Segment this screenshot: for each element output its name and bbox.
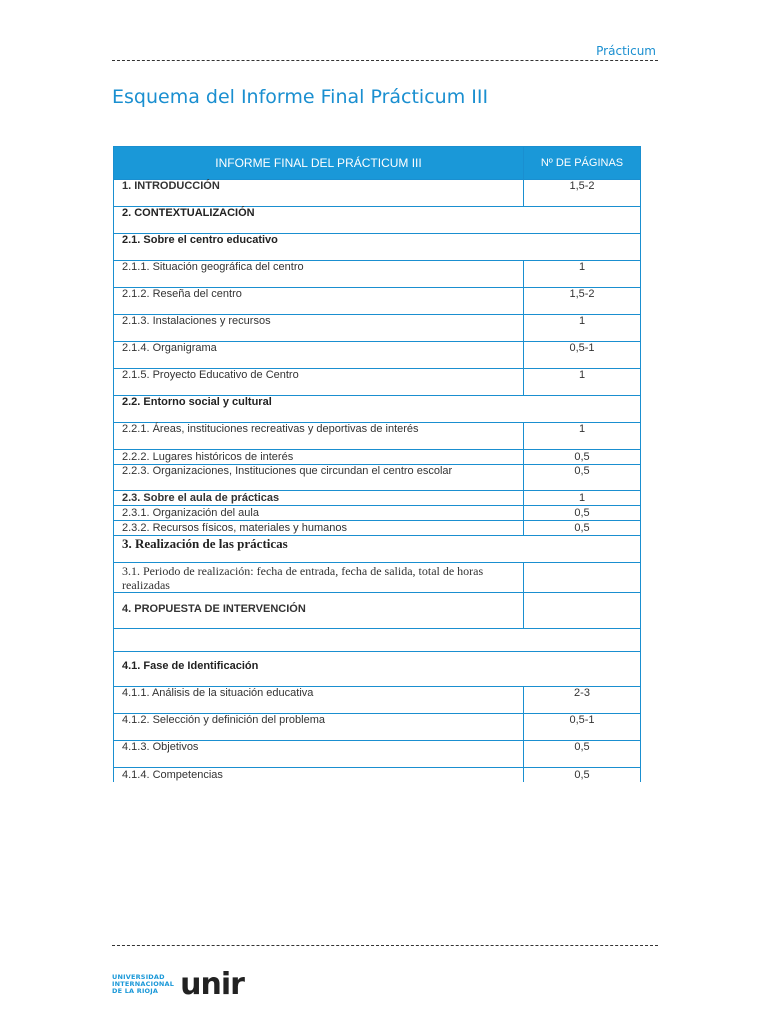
logo-line-1: UNIVERSIDAD: [112, 972, 165, 981]
column-header-section: INFORME FINAL DEL PRÁCTICUM III: [114, 147, 524, 180]
row-label: 4.1.2. Selección y definición del problema: [114, 714, 524, 741]
row-pages: 0,5: [524, 741, 641, 768]
row-pages: 0,5: [524, 450, 641, 465]
row-label: 2.3.1. Organización del aula: [114, 506, 524, 521]
row-label: 4.1.4. Competencias: [114, 768, 524, 783]
row-label: 1. INTRODUCCIÓN: [114, 180, 524, 207]
table-row: [114, 288, 641, 315]
table-row: [114, 465, 641, 491]
table-row: [114, 563, 641, 593]
row-label: 2.1.2. Reseña del centro: [114, 288, 524, 315]
logo-university-text: [112, 974, 174, 995]
table-row: [114, 536, 641, 563]
table-row: [114, 180, 641, 207]
table-row: [114, 768, 641, 783]
header-divider: [112, 60, 658, 61]
table-row: [114, 491, 641, 506]
row-label: 4.1.1. Análisis de la situación educativa: [114, 687, 524, 714]
row-pages: 0,5: [524, 506, 641, 521]
table-row: [114, 207, 641, 234]
column-header-pages: Nº DE PÁGINAS: [524, 147, 641, 180]
logo-line-2: INTERNACIONAL: [112, 979, 175, 988]
row-label: 2.3.2. Recursos físicos, materiales y humanos: [114, 521, 524, 536]
row-label: 2.1.5. Proyecto Educativo de Centro: [114, 369, 524, 396]
row-label: 2.1.1. Situación geográfica del centro: [114, 261, 524, 288]
table-row: [114, 593, 641, 629]
header-label: Prácticum: [596, 44, 656, 58]
table-row: [114, 629, 641, 652]
table-row: [114, 423, 641, 450]
table-row: [114, 261, 641, 288]
row-pages: 1: [524, 491, 641, 506]
row-pages: 2-3: [524, 687, 641, 714]
row-pages: 1: [524, 369, 641, 396]
row-label: 4.1. Fase de Identificación: [114, 652, 641, 687]
table-row: [114, 315, 641, 342]
row-label: 2.2.2. Lugares históricos de interés: [114, 450, 524, 465]
row-pages: 0,5: [524, 465, 641, 491]
logo-line-3: DE LA RIOJA: [112, 986, 159, 995]
row-label: 2.2.3. Organizaciones, Instituciones que circundan el centro escolar: [114, 465, 524, 491]
unir-logo: [112, 968, 244, 1000]
table-header-row: [114, 147, 641, 180]
row-label: 2.1. Sobre el centro educativo: [114, 234, 641, 261]
logo-wordmark: unir: [180, 966, 244, 1002]
row-label: 2.3. Sobre el aula de prácticas: [114, 491, 524, 506]
table-row: [114, 234, 641, 261]
row-label: 2.2.1. Áreas, instituciones recreativas y deportivas de interés: [114, 423, 524, 450]
row-pages: 1: [524, 261, 641, 288]
row-label: 2.2. Entorno social y cultural: [114, 396, 641, 423]
table-row: [114, 506, 641, 521]
row-pages: 1,5-2: [524, 180, 641, 207]
table-row: [114, 396, 641, 423]
table-row: [114, 687, 641, 714]
table-row: [114, 342, 641, 369]
row-label: 2. CONTEXTUALIZACIÓN: [114, 207, 641, 234]
row-pages: 0,5: [524, 768, 641, 783]
table-row: [114, 741, 641, 768]
row-pages: [524, 593, 641, 629]
row-label: 3.1. Periodo de realización: fecha de entrada, fecha de salida, total de horas realizadas: [114, 563, 524, 593]
row-pages: 0,5-1: [524, 342, 641, 369]
row-label: 2.1.3. Instalaciones y recursos: [114, 315, 524, 342]
table-row: [114, 450, 641, 465]
footer-divider: [112, 945, 658, 946]
row-label: 2.1.4. Organigrama: [114, 342, 524, 369]
page-title: Esquema del Informe Final Prácticum III: [112, 86, 489, 108]
row-label: 4.1.3. Objetivos: [114, 741, 524, 768]
row-label: 3. Realización de las prácticas: [114, 536, 641, 563]
row-pages: 0,5: [524, 521, 641, 536]
row-pages: [524, 563, 641, 593]
row-pages: 1: [524, 315, 641, 342]
row-pages: 0,5-1: [524, 714, 641, 741]
table-row: [114, 714, 641, 741]
row-label: [114, 629, 641, 652]
table-row: [114, 521, 641, 536]
table-row: [114, 369, 641, 396]
table-row: [114, 652, 641, 687]
row-pages: 1,5-2: [524, 288, 641, 315]
row-pages: 1: [524, 423, 641, 450]
report-outline-table: [113, 146, 641, 782]
row-label: 4. PROPUESTA DE INTERVENCIÓN: [114, 593, 524, 629]
